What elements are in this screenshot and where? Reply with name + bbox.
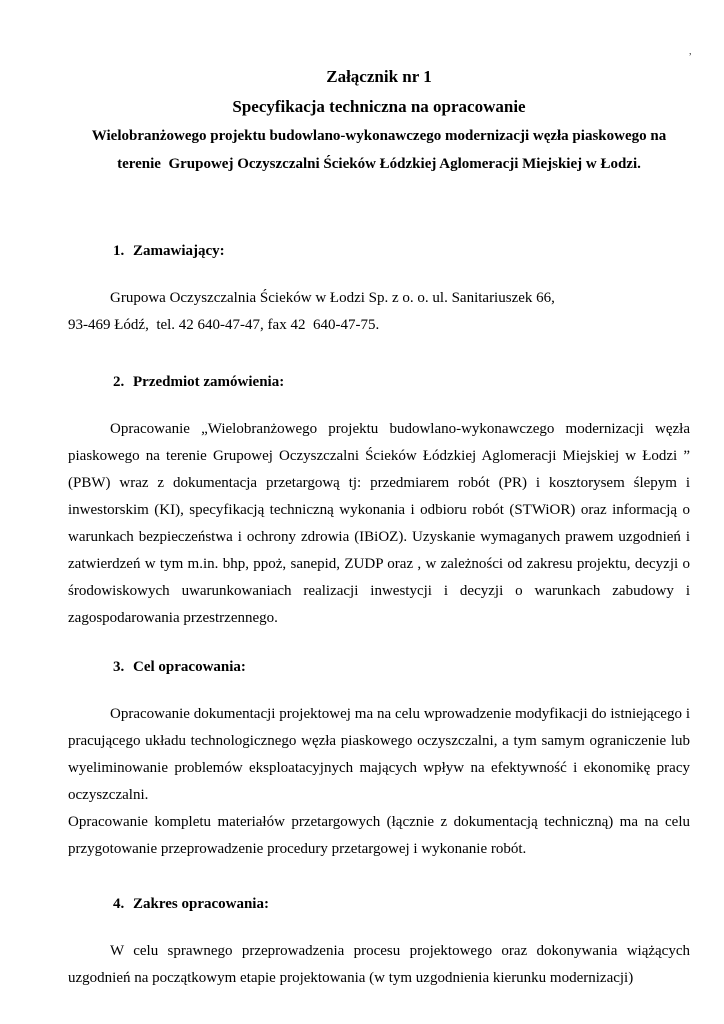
attachment-title: Załącznik nr 1 bbox=[326, 67, 432, 86]
section-3-number: 3. bbox=[113, 659, 125, 675]
section-3-heading bbox=[113, 654, 690, 681]
section-3-title: Cel opracowania: bbox=[133, 659, 246, 675]
section-1-heading bbox=[113, 238, 690, 265]
section-2-number: 2. bbox=[113, 374, 125, 390]
section-1-title: Zamawiający: bbox=[133, 243, 225, 259]
section-4-number: 4. bbox=[113, 896, 125, 912]
section-2-title: Przedmiot zamówienia: bbox=[133, 374, 285, 390]
section-2-body: Opracowanie „Wielobranżowego projektu budowlano-wykonawczego modernizacji węzła piaskowego na terenie Grupowej Oczyszczalni Ścieków Łódzkiej Aglomeracji Miejskiej w Łodzi ” (PBW) wraz z dokumentacja przetargową tj: przedmiarem robót (PR) i kosztorysem ślepym i inwestorskim (KI), specyfikacją techniczną wykonania i odbioru robót (STWiOR) oraz informacją o warunkach bezpieczeństwa i ochrony zdrowia (IBiOZ). Uzyskanie wymaganych prawem uzgodnień i zatwierdzeń w tym m.in. bhp, ppoż, sanepid, ZUDP oraz , w zależności od zakresu projektu, decyzji o środowiskowych uwarunkowaniach realizacji inwestycji i decyzji o warunkach zabudowy i zagospodarowania przestrzennego. bbox=[68, 421, 690, 626]
section-4-body: W celu sprawnego przeprowadzenia procesu projektowego oraz dokonywania wiążących uzgodnień na początkowym etapie projektowania (w tym uzgodnienia kierunku modernizacji) bbox=[68, 943, 690, 986]
section-4-title: Zakres opracowania: bbox=[133, 896, 269, 912]
section-4-heading bbox=[113, 891, 690, 918]
document-subtitle-line-2: terenie Grupowej Oczyszczalni Ścieków Łódzkiej Aglomeracji Miejskiej w Łodzi. bbox=[117, 156, 641, 172]
section-1-number: 1. bbox=[113, 243, 125, 259]
document-subtitle-line-1: Wielobranżowego projektu budowlano-wykonawczego modernizacji węzła piaskowego na bbox=[91, 128, 667, 144]
corner-mark: ’ bbox=[688, 51, 692, 63]
section-3-paragraph-2: Opracowanie kompletu materiałów przetargowych (łącznie z dokumentacją techniczną) ma na celu przygotowanie przeprowadzenie procedury przetargowej i wykonanie robót. bbox=[68, 814, 690, 857]
document-title: Specyfikacja techniczna na opracowanie bbox=[232, 97, 526, 116]
section-3-paragraph-1: Opracowanie dokumentacji projektowej ma na celu wprowadzenie modyfikacji do istniejącego i pracującego układu technologicznego węzła piaskowego oczyszczalni, a tym samym ograniczenie lub wyeliminowanie problemów eksploatacyjnych mających wpływ na efektywność i ekonomikę pracy oczyszczalni. bbox=[68, 706, 690, 803]
section-1-address-line-2: 93-469 Łódź, tel. 42 640-47-47, fax 42 640-47-75. bbox=[68, 317, 380, 333]
section-2-heading bbox=[113, 369, 690, 396]
section-1-address-line-1: Grupowa Oczyszczalnia Ścieków w Łodzi Sp. z o. o. ul. Sanitariuszek 66, bbox=[110, 290, 555, 306]
